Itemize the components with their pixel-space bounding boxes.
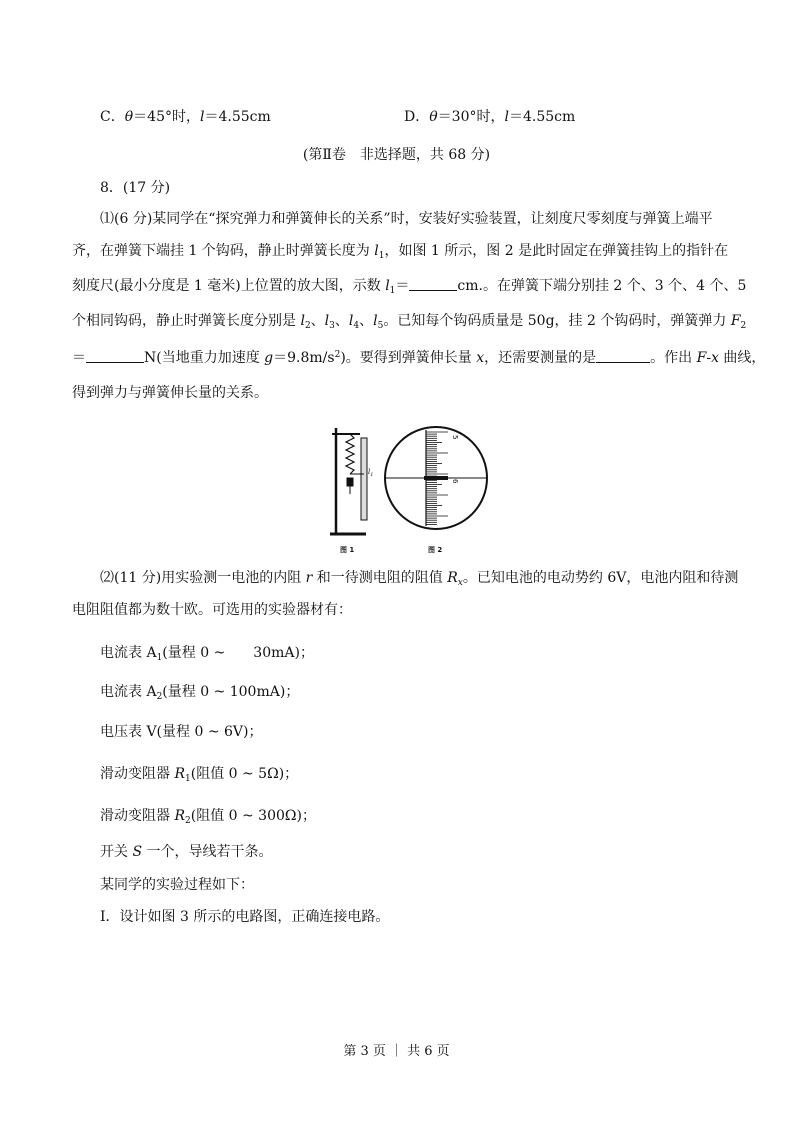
sub: 3 [329,321,335,331]
var-R: R [447,570,458,586]
q8-p1-line5 [72,348,765,368]
var-R: R [174,808,185,824]
q8-p1-text: )。要得到弹簧伸长量 [340,350,477,366]
equipment-rheostat-r2 [100,806,316,826]
sub: 5 [377,321,384,331]
q8-p1-text: cm.。在弹簧下端分别挂 2 个、3 个、4 个、5 [457,278,747,294]
sub: 2 [185,816,191,826]
q8-p1-line6: 得到弹力与弹簧伸长量的关系。 [72,385,268,401]
option-c-condition: ＝45°时， [133,109,200,125]
var-S: S [132,844,143,860]
option-d-theta: θ [429,109,438,125]
option-d-letter: D． [404,109,430,125]
option-d [404,107,575,127]
step-1: Ⅰ．设计如图 3 所示的电路图，正确连接电路。 [100,909,390,925]
q8-p1-text: 。已知每个钩码质量是 50g，挂 2 个钩码时，弹簧弹力 [383,313,731,329]
q8-p1-line4 [72,311,746,331]
figure-2-caption: 图 2 [428,546,443,554]
q8-p1-line3 [72,276,746,296]
option-c-theta: θ [124,109,134,125]
sep: 、 [359,313,374,329]
var-x: x [711,350,719,366]
q8-p2-line2: 电阻阻值都为数十欧。可选用的实验器材有： [72,602,352,618]
dash: - [706,350,712,366]
q8-p1-line1 [100,209,713,229]
equip-text: (阻值 0 ~ 300Ω)； [190,808,316,824]
equip-text: 一个，导线若干条。 [142,844,273,860]
section-title: (第Ⅱ卷 非选择题，共 68 分) [302,147,491,163]
option-d-l: l [504,109,509,125]
sub: 4 [353,321,360,331]
scale-label-5: 5 [451,435,459,440]
option-c-letter: C． [100,109,125,125]
sub: 1 [378,251,385,261]
q8-p1-text: 个相同钩码，静止时弹簧长度分别是 [72,313,301,329]
option-d-value: ＝4.55cm [508,109,576,125]
equip-text: 开关 [100,844,133,860]
sub: 1 [156,653,163,663]
var-g: g [264,350,274,366]
equipment-ammeter-a2 [100,682,299,702]
var-l: l [348,313,354,329]
sub: 1 [389,286,396,296]
sup: 2 [334,350,341,360]
q8-p2-text: 。已知电池的电动势约 6V，电池内阻和待测 [462,570,739,586]
q8-p1-text: ，还需要测量的是 [484,350,597,366]
option-c-l: l [199,109,205,125]
figure-svg [326,424,494,559]
sub: 2 [740,321,747,331]
answer-blank-measure[interactable] [596,349,650,363]
equipment-switch [100,842,273,862]
weight [347,478,353,486]
pointer-label: $l_1$ [368,468,374,478]
scale-label-6: 6 [451,479,459,484]
q8-p1-text: 刻度尺(最小分度是 1 毫米)上位置的放大图，示数 [72,278,386,294]
sep: 、 [310,313,325,329]
page-footer: 第 3 页 ｜ 共 6 页 [343,1044,450,1059]
q8-p1-text: ⑴(6 分)某同学在“探究弹力和弹簧伸长的关系”时，安装好实验装置，让刻度尺零刻度与弹簧上端平 [100,211,713,227]
var-x: x [476,350,485,366]
answer-blank-f2[interactable] [86,349,144,363]
ruler [361,438,367,520]
q8-p1-text: 曲线， [718,350,766,366]
equip-text: (量程 0 ~ 30mA)； [162,645,314,661]
equip-text: 电流表 A [100,645,157,661]
figure-1-caption: 图 1 [340,546,355,554]
equip-text: (量程 0 ~ 100mA)； [162,684,300,700]
figure-2-magnifier [385,427,487,529]
sep: 、 [334,313,349,329]
process-intro: 某同学的实验过程如下： [100,877,254,893]
sub: 2 [304,321,311,331]
answer-blank-l1[interactable] [409,277,457,291]
equip-text: 电流表 A [100,684,157,700]
q8-p1-text: ，如图 1 所示，图 2 是此时固定在弹簧挂钩上的指针在 [384,243,729,259]
equals: ＝ [395,278,410,294]
var-F: F [696,350,707,366]
q8-p1-text: N(当地重力加速度 [144,350,265,366]
var-F: F [730,313,741,329]
var-l: l [324,313,330,329]
option-d-condition: ＝30°时， [437,109,505,125]
q8-p1-line2 [72,241,728,261]
equipment-ammeter-a1 [100,643,314,663]
sub: x [457,578,463,588]
question-8-heading: 8．(17 分) [100,180,171,196]
q8-p1-text: 。作出 [650,350,697,366]
sub: 2 [156,692,163,702]
figure-1-2 [326,424,494,559]
equals: ＝ [72,350,86,366]
option-c [100,107,271,127]
var-r: r [305,570,313,586]
spring [346,434,354,474]
equip-text: 电压表 V(量程 0 ~ 6V)； [100,724,263,740]
var-l: l [385,278,390,294]
equip-text: (阻值 0 ~ 5Ω)； [190,766,299,782]
var-l: l [374,243,379,259]
equip-text: 滑动变阻器 [100,808,175,824]
q8-p2-text: ⑵(11 分)用实验测一电池的内阻 [100,570,306,586]
pointer-mark [424,476,448,480]
q8-p2-text: 和一待测电阻的阻值 [312,570,448,586]
equipment-rheostat-r1 [100,764,298,784]
q8-p1-text: 齐，在弹簧下端挂 1 个钩码，静止时弹簧长度为 [72,243,375,259]
var-l: l [300,313,305,329]
figure-1-apparatus [330,428,367,534]
q8-p1-text: ＝9.8m/s [273,350,335,366]
var-R: R [174,766,185,782]
q8-p2-line1 [100,568,738,588]
option-c-value: ＝4.55cm [204,109,271,125]
var-l: l [373,313,378,329]
equip-text: 滑动变阻器 [100,766,175,782]
sub: 1 [185,774,191,784]
equipment-voltmeter [100,722,263,742]
